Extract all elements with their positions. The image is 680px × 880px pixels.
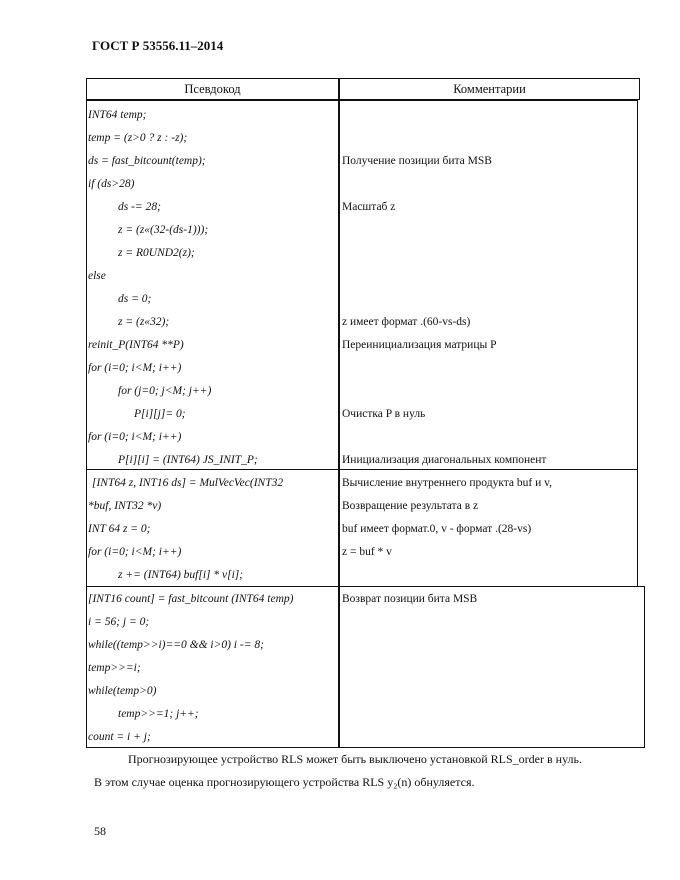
document-header: ГОСТ Р 53556.11–2014 [92,38,224,53]
code-line: while((temp>>i)==0 && i>0) i -= 8; [88,639,264,651]
column-header-pseudocode: Псевдокод [86,78,339,100]
code-line: ds = fast_bitcount(temp); [88,155,206,167]
comment-line: Масштаб z [342,201,396,213]
code-line: z += (INT64) buf[i] * v[i]; [118,569,244,581]
code-line: i = 56; j = 0; [88,616,150,628]
code-line: while(temp>0) [88,685,157,697]
code-line: P[i][j]= 0; [134,408,186,420]
code-line: temp>>=1; j++; [118,708,199,720]
paragraph-2: В этом случае оценка прогнозирующего устройства RLS y₂(n) обнуляется. [94,775,475,789]
code-line: ds -= 28; [118,201,161,213]
code-line: ds = 0; [118,293,152,305]
code-line: [INT64 z, INT16 ds] = MulVecVec(INT32 [92,477,284,489]
code-line: z = (z«(32-(ds-1))); [118,224,209,236]
column-header-comments: Комментарии [339,78,640,100]
code-line: *buf, INT32 *v) [88,500,162,512]
code-line: z = R0UND2(z); [118,247,195,259]
code-line: if (ds>28) [88,178,135,190]
code-line: for (j=0; j<M; j++) [118,385,212,397]
code-line: for (i=0; i<M; i++) [88,431,182,443]
code-line: z = (z«32); [118,316,170,328]
code-line: temp = (z>0 ? z : -z); [88,132,188,144]
code-line: INT64 temp; [88,109,147,121]
comment-line: buf имеет формат.0, v - формат .(28-vs) [342,523,532,535]
comment-line: Переинициализация матрицы P [342,339,497,351]
comment-line: z имеет формат .(60-vs-ds) [342,316,471,328]
paragraph-1: Прогнозирующее устройство RLS может быть выключено установкой RLS_order в нуль. [128,752,583,766]
code-line: temp>>=i; [88,662,141,674]
comment-line: z = buf * v [342,546,392,558]
code-line: P[i][i] = (INT64) JS_INIT_P; [118,454,258,466]
block3-comment-cell [339,586,645,748]
comment-line: Возврат позиции бита MSB [342,593,478,605]
comment-line: Инициализация диагональных компонент [342,454,547,466]
comment-line: Возвращение результата в z [342,500,479,512]
comment-line: Получение позиции бита MSB [342,155,492,167]
comment-line: Очистка P в нуль [342,408,426,420]
code-line: for (i=0; i<M; i++) [88,546,182,558]
code-line: INT 64 z = 0; [88,523,151,535]
code-line: for (i=0; i<M; i++) [88,362,182,374]
comment-line: Вычисление внутреннего продукта buf и v, [342,477,553,489]
code-line: [INT16 count] = fast_bitcount (INT64 temp) [88,593,294,605]
code-line: reinit_P(INT64 **P) [88,339,184,351]
code-line: else [88,270,106,282]
code-line: count = i + j; [88,731,151,743]
page-number: 58 [94,824,106,838]
